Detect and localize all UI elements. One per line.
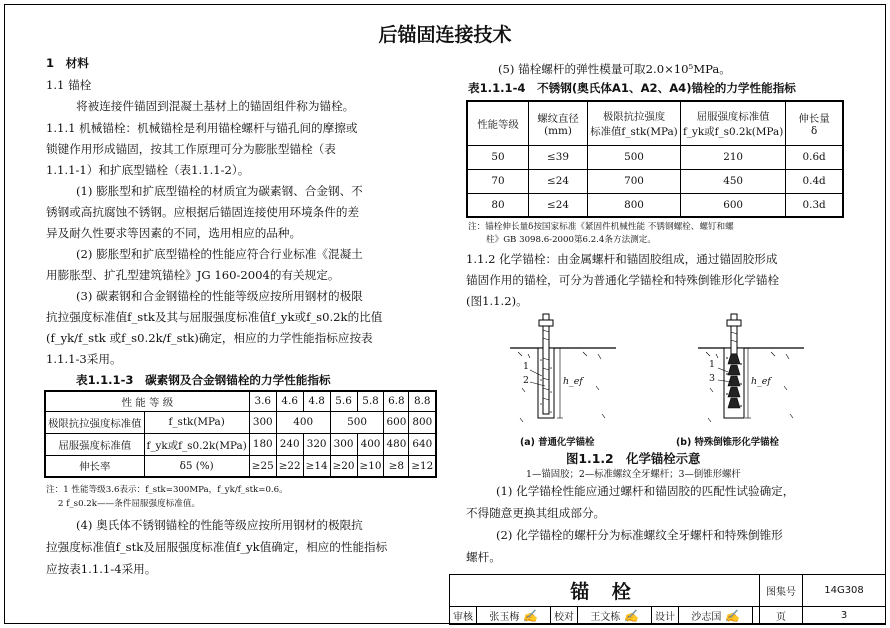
table-cell: 800 <box>409 411 436 433</box>
table-cell: 180 <box>249 433 276 455</box>
reviewer-name-text: 张玉梅 <box>489 612 520 623</box>
table-row-symbol: f_stk(MPa) <box>144 411 249 433</box>
table-cell: ≤24 <box>529 193 588 217</box>
table-header-cell: 5.8 <box>357 391 384 411</box>
title-block <box>449 574 886 625</box>
designer-signature: ✍ <box>724 609 740 623</box>
table-cell: 300 <box>330 433 357 455</box>
text-line: 锚固作用的锚栓，可分为普通化学锚栓和特殊倒锥形化学锚栓 <box>466 273 780 287</box>
checker-name <box>578 607 652 625</box>
table-cell: 500 <box>330 411 384 433</box>
table-header-cell <box>588 101 681 145</box>
design-label: 设计 <box>652 607 679 625</box>
table-header-cell: 性 能 等 级 <box>45 391 249 411</box>
text-line: 1.1.1-1）和扩底型锚栓（表1.1.1-2）。 <box>46 163 250 177</box>
table-cell: 0.3d <box>786 193 843 217</box>
header-line: 伸长量 <box>798 112 830 125</box>
text-line: 1.1.1 机械锚栓：机械锚栓是利用锚栓螺杆与锚孔间的摩擦或 <box>46 121 358 135</box>
text-line: (2) 化学锚栓的螺杆分为标准螺纹全牙螺杆和特殊倒锥形 <box>496 528 783 542</box>
table-carbon-steel <box>44 390 437 478</box>
text-line: 1.1.2 化学锚栓：由金属螺杆和锚固胶组成，通过锚固胶形成 <box>466 252 778 266</box>
table-cell: 400 <box>357 433 384 455</box>
text-line: 锁键作用形成锚固，按其工作原理可分为膨胀型锚栓（表 <box>46 142 336 156</box>
header-line: 标准值f_stk(MPa) <box>590 126 678 139</box>
table-cell: 300 <box>249 411 276 433</box>
header-line: 屈服强度标准值 <box>696 111 770 124</box>
table-header-cell: 5.6 <box>330 391 357 411</box>
reviewer-name <box>477 607 551 625</box>
table-cell: 240 <box>276 433 303 455</box>
text-line: (f_yk/f_stk 或f_s0.2k/f_stk)确定，相应的力学性能指标应按表 <box>46 331 373 345</box>
atlas-label: 图集号 <box>760 575 803 607</box>
figure-sublabel-b: (b) 特殊倒锥形化学锚栓 <box>676 437 779 448</box>
table-header-cell: 6.8 <box>384 391 409 411</box>
page-label: 页 <box>760 607 803 625</box>
text-line: (5) 锚栓螺杆的弹性模量可取2.0×10⁵MPa。 <box>498 62 731 76</box>
table-cell: 600 <box>384 411 409 433</box>
table-row-label: 屈服强度标准值 <box>45 433 144 455</box>
table-note: 注：1 性能等级3.6表示：f_stk=300MPa，f_yk/f_stk=0.6。 <box>46 485 288 495</box>
table-cell: 70 <box>467 169 529 193</box>
checker-signature: ✍ <box>623 609 639 623</box>
text-line: 锈钢或高抗腐蚀不锈钢。应根据后锚固连接使用环境条件的差 <box>46 205 360 219</box>
header-line: 螺纹直径 <box>537 112 579 125</box>
figure-number-label: 1 <box>709 359 715 370</box>
table-header-cell <box>529 101 588 145</box>
table-header-cell <box>681 101 786 145</box>
table-header-cell: 8.8 <box>409 391 436 411</box>
header-line: f_yk或f_s0.2k(MPa) <box>683 126 784 139</box>
table-cell: ≥12 <box>409 455 436 477</box>
text-line: 不得随意更换其组成部分。 <box>466 506 606 520</box>
table-cell: 0.4d <box>786 169 843 193</box>
figure-number-label: 2 <box>523 375 529 386</box>
table-stainless-steel <box>466 100 844 218</box>
table-cell: 500 <box>588 145 681 169</box>
text-line: (1) 化学锚栓性能应通过螺杆和锚固胶的匹配性试验确定， <box>496 484 795 498</box>
table-cell: 210 <box>681 145 786 169</box>
table-row-symbol: f_yk或f_s0.2k(MPa) <box>144 433 249 455</box>
table-row-label: 伸长率 <box>45 455 144 477</box>
table-cell: 450 <box>681 169 786 193</box>
table-cell: 600 <box>681 193 786 217</box>
text-line: 将被连接件锚固到混凝土基材上的锚固组件称为锚栓。 <box>76 99 355 113</box>
table-cell: 800 <box>588 193 681 217</box>
page-number: 3 <box>803 607 886 625</box>
table-cell: ≤39 <box>529 145 588 169</box>
text-line: (3) 碳素钢和合金钢锚栓的性能等级应按所用钢材的极限 <box>76 289 363 303</box>
text-line: (图1.1.2)。 <box>466 294 528 308</box>
subsection-heading: 1.1 锚栓 <box>46 78 92 92</box>
checker-name-text: 王文栋 <box>590 612 621 623</box>
table-row-symbol: δ5 (%) <box>144 455 249 477</box>
text-line: (2) 膨胀型和扩底型锚栓的性能应符合行业标准《混凝土 <box>76 247 363 261</box>
figure-caption: 图1.1.2 化学锚栓示意 <box>566 451 701 466</box>
text-line: 抗拉强度标准值f_stk及其与屈服强度标准值f_yk或f_s0.2k的比值 <box>46 310 383 324</box>
table-header-cell: 4.6 <box>276 391 303 411</box>
table-note: 2 f_s0.2k——条件屈服强度标准值。 <box>58 499 201 509</box>
header-line: (mm) <box>544 124 572 137</box>
table-header-cell: 3.6 <box>249 391 276 411</box>
table-note: 柱》GB 3098.6-2000第6.2.4条方法测定。 <box>486 235 656 245</box>
table-cell: 320 <box>303 433 330 455</box>
text-line: 用膨胀型、扩孔型建筑锚栓》JG 160-2004的有关规定。 <box>46 268 340 282</box>
text-line: 应按表1.1.1-4采用。 <box>46 562 157 576</box>
table-header-cell: 4.8 <box>303 391 330 411</box>
figure-sublabel-a: (a) 普通化学锚栓 <box>520 437 595 448</box>
header-line: δ <box>811 124 818 137</box>
table-cell: 50 <box>467 145 529 169</box>
review-label: 审核 <box>450 607 477 625</box>
table-cell: ≥20 <box>330 455 357 477</box>
figure-number-label: 3 <box>709 373 715 384</box>
text-line: 异及耐久性要求等因素的不同，选用相应的品种。 <box>46 226 302 240</box>
text-line: (4) 奥氏体不锈钢锚栓的性能等级应按所用钢材的极限抗 <box>76 518 363 532</box>
figure-number-label: 1 <box>523 361 529 372</box>
table-cell: 0.6d <box>786 145 843 169</box>
table-header-cell <box>786 101 843 145</box>
section-heading: 1 材料 <box>46 56 89 70</box>
table-cell: 700 <box>588 169 681 193</box>
table-cell: 400 <box>276 411 330 433</box>
table-cell: 80 <box>467 193 529 217</box>
designer-name-text: 沙志国 <box>691 612 722 623</box>
table-row-label: 极限抗拉强度标准值 <box>45 411 144 433</box>
table-cell: ≥10 <box>357 455 384 477</box>
reviewer-signature: ✍ <box>522 609 538 623</box>
title-block-main: 锚 栓 <box>450 575 760 607</box>
header-line: 极限抗拉强度 <box>602 111 666 124</box>
table-cell: ≥14 <box>303 455 330 477</box>
text-line: 拉强度标准值f_stk及屈服强度标准值f_yk值确定，相应的性能指标 <box>46 540 388 554</box>
table-cell: ≤24 <box>529 169 588 193</box>
page-title: 后锚固连接技术 <box>378 24 512 46</box>
check-label: 校对 <box>551 607 578 625</box>
figure-dimension-label: h_ef <box>751 376 771 387</box>
table-cell: ≥22 <box>276 455 303 477</box>
text-line: 螺杆。 <box>466 550 501 564</box>
designer-name <box>679 607 753 625</box>
atlas-number: 14G308 <box>803 575 886 607</box>
table-caption: 表1.1.1-3 碳素钢及合金钢锚栓的力学性能指标 <box>76 373 331 387</box>
table-cell: ≥8 <box>384 455 409 477</box>
figure-dimension-label: h_ef <box>563 376 583 387</box>
table-cell: ≥25 <box>249 455 276 477</box>
title-block-spacer <box>753 607 760 625</box>
table-note: 注：锚栓伸长量δ按国家标准《紧固件机械性能 不锈钢螺栓、螺钉和螺 <box>468 222 734 232</box>
text-line: (1) 膨胀型和扩底型锚栓的材质宜为碳素钢、合金钢、不 <box>76 184 363 198</box>
text-line: 1.1.1-3采用。 <box>46 352 122 366</box>
table-caption: 表1.1.1-4 不锈钢(奥氏体A1、A2、A4)锚栓的力学性能指标 <box>468 81 796 95</box>
table-cell: 480 <box>384 433 409 455</box>
table-header-cell: 性能等级 <box>467 101 529 145</box>
figure-legend: 1—锚固胶；2—标准螺纹全牙螺杆；3—倒锥形螺杆 <box>526 469 741 480</box>
table-cell: 640 <box>409 433 436 455</box>
